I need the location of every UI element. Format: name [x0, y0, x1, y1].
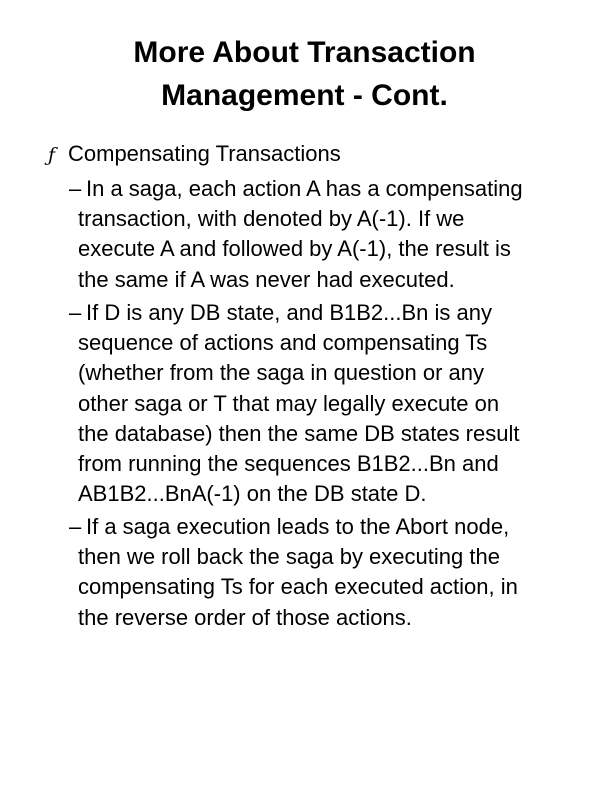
text-line: sequence of actions and compensating Ts: [78, 330, 488, 356]
text-line: (whether from the saga in question or any: [78, 360, 485, 386]
text-line: the same if A was never had executed.: [78, 266, 455, 292]
text-line: the reverse order of those actions.: [78, 604, 412, 630]
text-line: [69, 298, 608, 328]
text-line: the database) then the same DB states result: [78, 420, 520, 446]
bullet-icon: ƒ: [48, 144, 56, 166]
text-line: transaction, with denoted by A(-1). If we: [78, 206, 465, 232]
text-line: then we roll back the saga by executing the: [78, 544, 500, 570]
line-text: If D is any DB state, and B1B2...Bn is any: [86, 300, 492, 325]
dash-icon: –: [69, 176, 82, 201]
line-text: In a saga, each action A has a compensating: [86, 176, 523, 201]
dash-icon: –: [69, 514, 82, 539]
heading-text: Compensating Transactions: [68, 141, 341, 166]
dash-icon: –: [69, 300, 82, 325]
title-line: More About Transaction: [133, 36, 476, 69]
text-line: from running the sequences B1B2...Bn and: [78, 451, 499, 477]
sub-bullet-compensating-definition: [69, 174, 608, 295]
text-line: AB1B2...BnA(-1) on the DB state D.: [78, 481, 427, 507]
text-line: execute A and followed by A(-1), the result is: [78, 236, 511, 262]
text-line: other saga or T that may legally execute on: [78, 390, 500, 416]
text-line: [69, 512, 608, 542]
title-line: Management - Cont.: [161, 79, 448, 112]
line-text: If a saga execution leads to the Abort node,: [86, 514, 510, 539]
sub-bullet-db-state: [69, 298, 608, 509]
slide-title: [0, 31, 609, 117]
bullet-heading: [48, 139, 341, 170]
sub-bullet-abort-rollback: [69, 512, 608, 633]
text-line: [69, 174, 608, 204]
text-line: compensating Ts for each executed action, in: [78, 574, 518, 600]
